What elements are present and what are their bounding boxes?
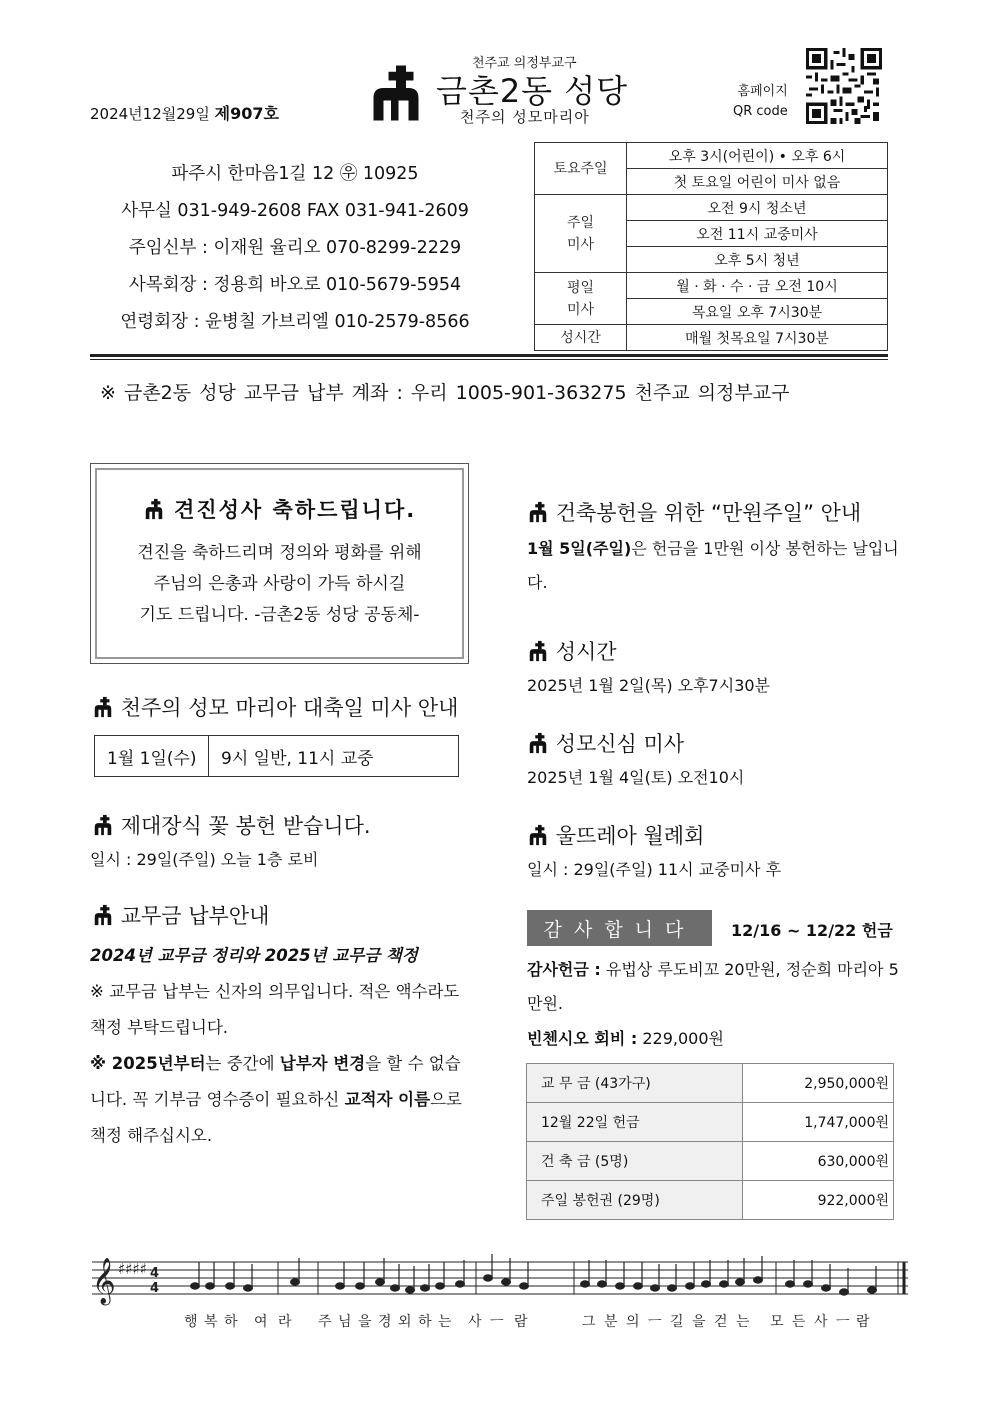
building-text: [527, 532, 907, 600]
note-icon: [291, 1279, 300, 1285]
congrats-title: 견진성사 축하드립니다.: [174, 498, 417, 522]
note-icon: [520, 1283, 529, 1289]
lyric-syllable: 걷: [714, 1314, 728, 1330]
note-icon: [702, 1281, 711, 1287]
divider: [90, 359, 888, 360]
note-icon: [376, 1279, 385, 1285]
note-icon: [720, 1281, 729, 1287]
schedule-cell: 오후 3시(어린이) • 오후 6시: [627, 143, 888, 169]
lyric-syllable: 하: [418, 1314, 432, 1330]
tithe-subtitle: 2024년 교무금 정리와 2025년 교무금 책정: [90, 946, 418, 965]
feast-heading-text: 천주의 성모 마리아 대축일 미사 안내: [120, 696, 459, 720]
qr-code-icon[interactable]: [806, 48, 882, 124]
feast-heading: [92, 692, 458, 722]
vincent-text: [527, 1022, 724, 1056]
flowers-heading-text: 제대장식 꽃 봉헌 받습니다.: [120, 814, 371, 838]
note-icon: [244, 1285, 253, 1291]
weekday-label-line: 미사: [566, 301, 595, 318]
mass-schedule-table: [534, 142, 888, 351]
note-icon: [436, 1283, 445, 1289]
schedule-cell: 오후 5시 청년: [627, 247, 888, 273]
immaculate-heading-text: 성모신심 미사: [555, 732, 685, 756]
flowers-heading: [92, 810, 371, 840]
time-signature-icon: 4: [150, 1266, 160, 1281]
tithe-para2: [90, 1046, 470, 1154]
feast-times: 9시 일반, 11시 교중: [221, 748, 374, 769]
offering-label: 12월 22일 헌금: [527, 1103, 743, 1142]
contact-info: [90, 156, 500, 341]
lyric-syllable: 님: [338, 1314, 352, 1330]
bold-text: 빈첸시오 회비 :: [527, 1029, 638, 1048]
qr-text: QR code: [733, 104, 788, 119]
address-line: 파주시 한마음1길 12 ㉾ 10925: [171, 164, 419, 184]
bold-text: 감사헌금 :: [527, 960, 601, 979]
note-icon: [206, 1283, 215, 1289]
offering-value: 922,000원: [742, 1181, 893, 1220]
note-icon: [598, 1281, 607, 1287]
holy-hour-heading-text: 성시간: [555, 640, 617, 664]
lyric-syllable: 라: [278, 1314, 292, 1330]
sunday-label-line: 주일: [566, 214, 595, 231]
schedule-cell: 오전 11시 교중미사: [627, 221, 888, 247]
schedule-cell: 첫 토요일 어린이 미사 없음: [627, 169, 888, 195]
schedule-cell: 목요일 오후 7시30분: [627, 299, 888, 325]
tithe-heading: [92, 900, 269, 930]
ultreya-heading-text: 울뜨레아 월례회: [555, 824, 705, 848]
text: 은 헌금을 1만원 이상 봉헌하는 날입니다.: [527, 539, 899, 592]
note-icon: [668, 1285, 677, 1291]
church-icon: [527, 640, 549, 662]
text: 으로 책정 해주십시오.: [90, 1090, 462, 1145]
patron-name: 천주의 성모마리아: [460, 108, 590, 126]
note-icon: [336, 1283, 345, 1289]
lyric-syllable: 는: [736, 1314, 750, 1330]
church-name: 금촌2동 성당: [436, 72, 629, 110]
lyric-syllable: 람: [856, 1314, 870, 1330]
weekday-label: [535, 273, 627, 325]
confirmation-congrats-box: [90, 463, 469, 664]
lyric-syllable: 사: [814, 1314, 828, 1330]
note-icon: [456, 1281, 465, 1287]
holy-hour-heading: [527, 636, 617, 666]
note-icon: [804, 1281, 813, 1287]
note-icon: [754, 1277, 763, 1283]
note-icon: [502, 1279, 511, 1285]
senior-president-line: 연령회장 : 윤병칠 가브리엘 010-2579-8566: [120, 312, 470, 332]
lyric-syllable: 든: [792, 1314, 806, 1330]
thanks-badge: 감사합니다: [527, 910, 712, 946]
time-signature-icon: 4: [150, 1281, 160, 1296]
pastor-line: 주임신부 : 이재원 율리오 070-8299-2229: [128, 238, 462, 258]
account-notice: ※ 금촌2동 성당 교무금 납부 계좌 : 우리 1005-901-363275 천주교 의정부교구: [100, 382, 790, 404]
text: 229,000원: [637, 1029, 724, 1048]
church-logo-icon: [366, 63, 426, 123]
offering-label: 건 축 금 (5명): [527, 1142, 743, 1181]
schedule-cell: 오전 9시 청소년: [627, 195, 888, 221]
text: 유법상 루도비꼬 20만원, 정순희 마리아 5만원.: [527, 960, 899, 1013]
flowers-text: 일시 : 29일(주일) 오늘 1층 로비: [90, 850, 319, 869]
note-icon: [651, 1285, 660, 1291]
congrats-line: 기도 드립니다. -금촌2동 성당 공동체-: [139, 605, 420, 625]
note-icon: [786, 1281, 795, 1287]
offering-label: 주일 봉헌권 (29명): [527, 1181, 743, 1220]
church-icon: [92, 904, 114, 926]
treble-clef-icon: 𝄞: [92, 1258, 116, 1304]
note-icon: [391, 1285, 400, 1291]
note-icon: [484, 1275, 493, 1281]
text: 을 할 수 없습니다. 꼭 기부금 영수증이 필요하신: [90, 1054, 461, 1109]
note-icon: [822, 1285, 831, 1291]
note-icon: [634, 1283, 643, 1289]
note-icon: [686, 1283, 695, 1289]
tithe-heading-text: 교무금 납부안내: [120, 904, 270, 928]
lyric-syllable: 람: [514, 1314, 528, 1330]
church-icon: [92, 814, 114, 836]
homepage-label: [733, 82, 788, 122]
lyric-syllable: 복: [204, 1314, 218, 1330]
text: 는 중간에: [205, 1054, 280, 1073]
ultreya-text: 일시 : 29일(주일) 11시 교중미사 후: [527, 860, 782, 879]
lyric-syllable: 는: [438, 1314, 452, 1330]
table-row: [527, 1064, 894, 1103]
sharp-icon: ♯♯♯♯: [118, 1260, 148, 1278]
bold-text: ※ 2025년부터: [90, 1054, 206, 1073]
lyric-syllable: 을: [692, 1314, 706, 1330]
note-icon: [840, 1289, 849, 1295]
lyric-syllable: 여: [254, 1314, 268, 1330]
lyric-syllable: ㅡ: [490, 1314, 504, 1330]
lyric-syllable: 하: [224, 1314, 238, 1330]
homepage-text: 홈페이지: [737, 84, 788, 99]
issue-number: 제907호: [214, 104, 279, 123]
church-icon: [527, 824, 549, 846]
council-president-line: 사목회장 : 정용희 바오로 010-5679-5954: [128, 275, 462, 295]
weekday-label-line: 평일: [566, 279, 595, 296]
holy-hour-label: 성시간: [535, 325, 627, 351]
note-icon: [356, 1283, 365, 1289]
congrats-line: 주님의 은총과 사랑이 가득 하시길: [153, 574, 406, 594]
offering-value: 630,000원: [742, 1142, 893, 1181]
schedule-cell: 매월 첫목요일 7시30분: [627, 325, 888, 351]
offering-value: 2,950,000원: [742, 1064, 893, 1103]
donation-text: [527, 953, 907, 1021]
sunday-label: [535, 195, 627, 273]
lyric-syllable: 주: [318, 1314, 332, 1330]
divider: [90, 354, 888, 357]
offering-value: 1,747,000원: [742, 1103, 893, 1142]
note-icon: [616, 1283, 625, 1289]
lyric-syllable: 분: [604, 1314, 618, 1330]
note-icon: [421, 1285, 430, 1291]
church-icon: [527, 501, 549, 523]
tithe-para1: ※ 교무금 납부는 신자의 의무입니다. 적은 액수라도 책정 부탁드립니다.: [90, 982, 460, 1037]
note-icon: [868, 1287, 877, 1293]
lyric-syllable: 을: [358, 1314, 372, 1330]
lyric-syllable: 길: [670, 1314, 684, 1330]
diocese-name: 천주교 의정부교구: [472, 56, 577, 71]
note-icon: [406, 1287, 415, 1293]
immaculate-heading: [527, 728, 684, 758]
note-icon: [226, 1283, 235, 1289]
feast-date: 1월 1일(수): [95, 736, 209, 776]
holy-hour-text: 2025년 1월 2일(목) 오후7시30분: [527, 676, 771, 695]
immaculate-text: 2025년 1월 4일(토) 오전10시: [527, 768, 745, 787]
congrats-line: 견진을 축하드리며 정의와 평화를 위해: [137, 543, 422, 563]
issue-date: [90, 101, 279, 124]
hymn-staff: [90, 1250, 908, 1340]
lyric-syllable: 그: [582, 1314, 596, 1330]
church-icon: [143, 498, 165, 520]
saturday-label: 토요주일: [535, 143, 627, 195]
tithe-body: [90, 938, 470, 1154]
lyric-syllable: 사: [468, 1314, 482, 1330]
church-icon: [92, 696, 114, 718]
table-row: [527, 1103, 894, 1142]
lyric-syllable: 경: [378, 1314, 392, 1330]
lyric-syllable: 모: [770, 1314, 784, 1330]
thanks-range: 12/16 ~ 12/22 헌금: [731, 921, 893, 940]
table-row: [527, 1142, 894, 1181]
building-heading: [527, 497, 861, 527]
office-phone-line: 사무실 031-949-2608 FAX 031-941-2609: [121, 201, 469, 221]
offerings-table: [526, 1063, 894, 1220]
bold-text: 교적자 이름: [344, 1090, 431, 1109]
note-icon: [581, 1281, 590, 1287]
lyric-syllable: 외: [398, 1314, 412, 1330]
bold-text: 1월 5일(주일): [527, 539, 632, 558]
schedule-cell: 월 · 화 · 수 · 금 오전 10시: [627, 273, 888, 299]
feast-mass-box: [94, 735, 459, 777]
building-heading-text: 건축봉헌을 위한 “만원주일” 안내: [555, 501, 862, 525]
ultreya-heading: [527, 820, 704, 850]
lyric-syllable: 의: [626, 1314, 640, 1330]
lyric-syllable: ㅡ: [836, 1314, 850, 1330]
bold-text: 납부자 변경: [279, 1054, 366, 1073]
sunday-label-line: 미사: [566, 236, 595, 253]
note-icon: [736, 1279, 745, 1285]
table-row: [527, 1181, 894, 1220]
offering-label: 교 무 금 (43가구): [527, 1064, 743, 1103]
note-icon: [191, 1283, 200, 1289]
lyric-syllable: 행: [184, 1314, 198, 1330]
church-icon: [527, 732, 549, 754]
lyric-syllable: ㅡ: [648, 1314, 662, 1330]
date-text: 2024년12월29일: [90, 105, 210, 123]
